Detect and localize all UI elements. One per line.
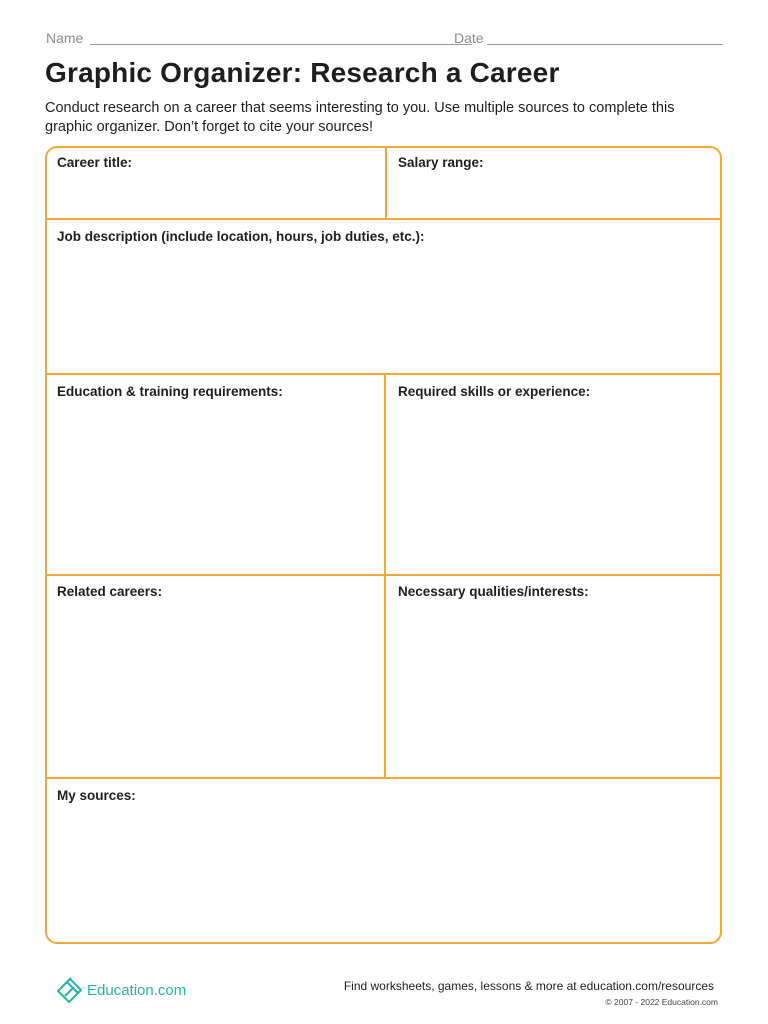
logo-text: Education.com [87, 982, 187, 999]
copyright: © 2007 - 2022 Education.com [605, 997, 718, 1007]
page-title: Graphic Organizer: Research a Career [45, 57, 560, 88]
required-skills-label: Required skills or experience: [398, 384, 591, 399]
graphic-organizer [45, 146, 722, 944]
divider [47, 218, 720, 220]
date-label: Date [454, 30, 484, 46]
name-label: Name [46, 30, 84, 46]
instructions: Conduct research on a career that seems interesting to you. Use multiple sources to complete this graphic organizer. Don’t forget to cite your sources! [45, 100, 675, 135]
education-logo[interactable] [54, 973, 186, 1008]
divider [385, 148, 387, 219]
my-sources-label: My sources: [57, 788, 136, 803]
job-description-label: Job description (include location, hours, job duties, etc.): [57, 229, 425, 244]
salary-range-label: Salary range: [398, 155, 484, 170]
date-line[interactable] [487, 44, 723, 45]
education-logo-icon [54, 973, 84, 1008]
related-careers-label: Related careers: [57, 584, 163, 599]
date-field [454, 30, 484, 46]
career-title-label: Career title: [57, 155, 133, 170]
necessary-qualities-label: Necessary qualities/interests: [398, 584, 589, 599]
footer-link[interactable]: Find worksheets, games, lessons & more at education.com/resources [343, 979, 714, 993]
name-field [46, 30, 83, 46]
divider [384, 374, 386, 778]
name-line[interactable] [90, 44, 472, 45]
education-training-label: Education & training requirements: [57, 384, 283, 399]
